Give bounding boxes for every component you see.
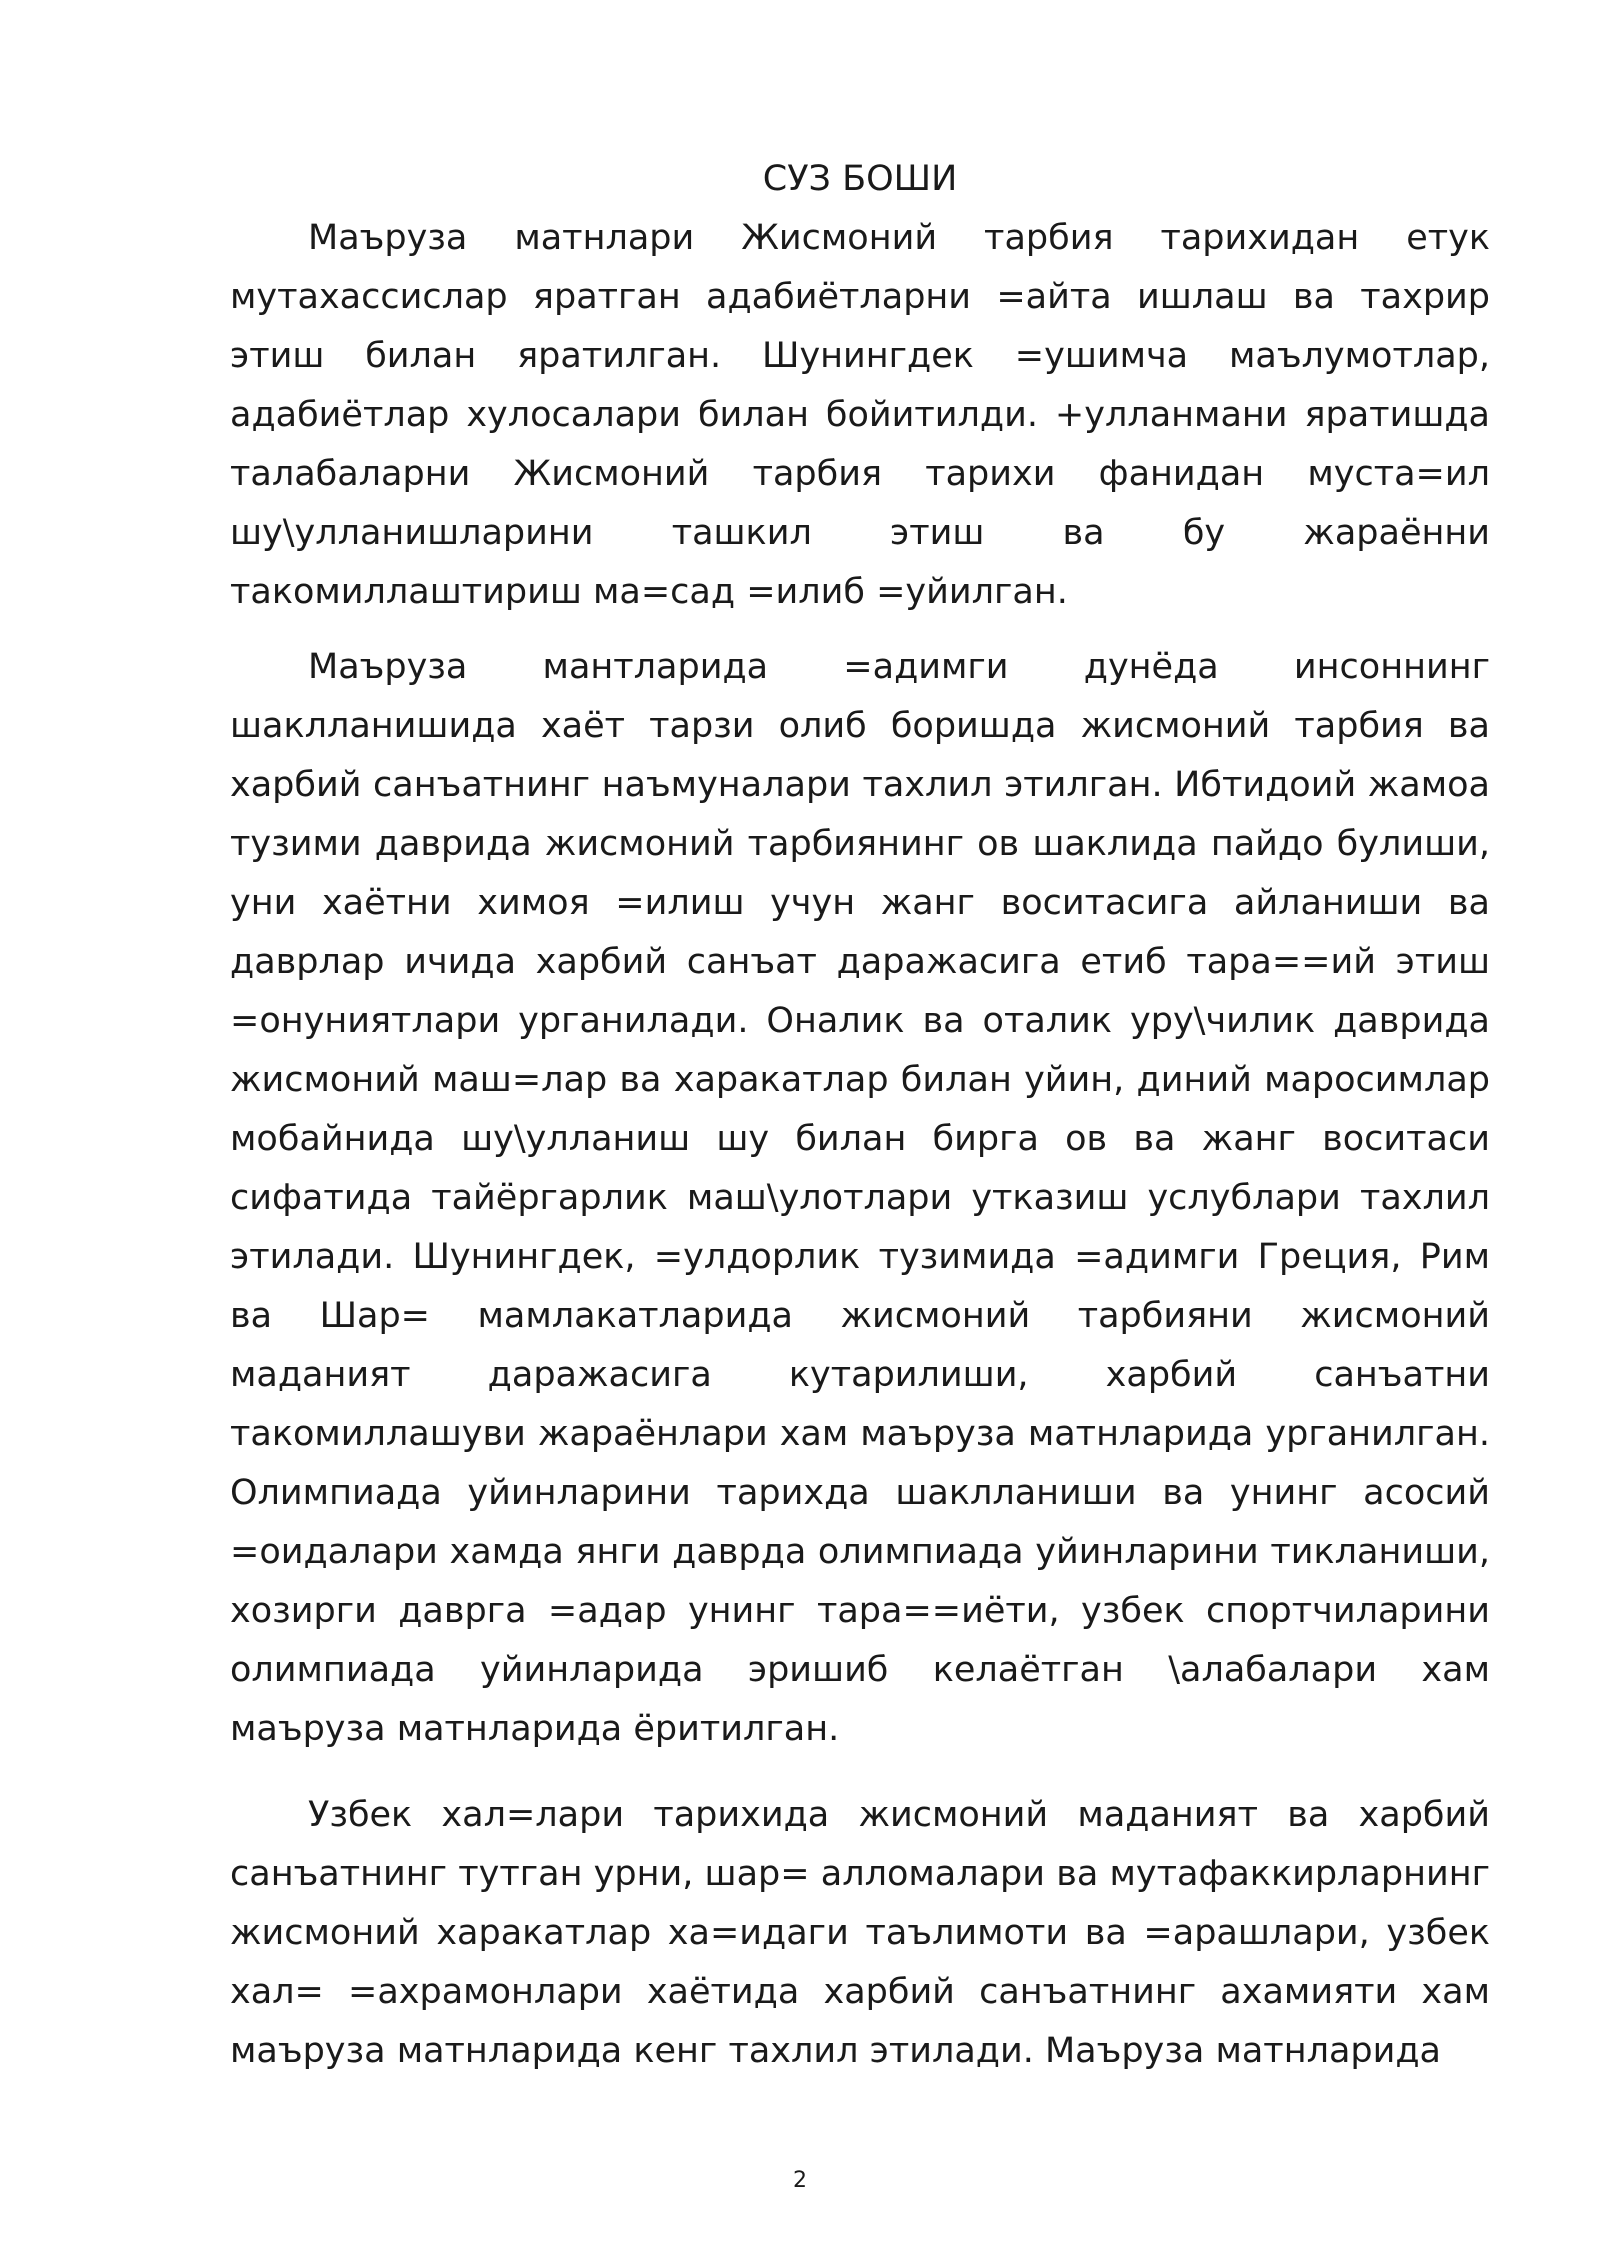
paragraph-ancient-world: Маъруза мантларида =адимги дунёда инсоннинг шаклланишида хаёт тарзи олиб боришда жисмоний тарбия ва харбий санъатнинг наъмуналари тахлил этилган. Ибтидоий жамоа тузими даврида жисмоний тарбиянинг ов шаклида пайдо булиши, уни хаётни химоя =илиш учун жанг воситасига айланиши ва даврлар ичида харбий санъат даражасига етиб тара==ий этиш =онуниятлари урганилади. Оналик ва оталик уру\чилик даврида жисмоний маш=лар ва харакатлар билан уйин, диний маросимлар мобайнида шу\улланиш шу билан бирга ов ва жанг воситаси сифатида тайёргарлик маш\улотлари утказиш услублари тахлил этилади. Шунингдек, =улдорлик тузимида =адимги Греция, Рим ва Шар= мамлакатларида жисмоний тарбияни жисмоний маданият даражасига кутарилиши, харбий санъатни такомиллашуви жараёнлари хам маъруза матнларида урганилган. Олимпиада уйинларини тарихда шаклланиши ва унинг асосий =оидалари хамда янги даврда олимпиада уйинларини тикланиши, хозирги даврга =адар унинг тара==иёти, узбек спортчиларини олимпиада уйинларида эришиб келаётган \алабалари хам маъруза матнларида ёритилган.	[230, 647, 1490, 1749]
page-title: СУЗ БОШИ	[762, 159, 958, 199]
paragraph-uzbek-history: Узбек хал=лари тарихида жисмоний маданият ва харбий санъатнинг тутган урни, шар= алломалари ва мутафаккирларнинг жисмоний харакатлар ха=идаги таълимоти ва =арашлари, узбек хал= =ахрамонлари хаётида харбий санъатнинг ахамияти хам маъруза матнларида кенг тахлил этилади. Маъруза матнларида	[230, 1795, 1490, 2071]
page-number: 2	[793, 2168, 807, 2193]
paragraph-intro: Маъруза матнлари Жисмоний тарбия тарихидан етук мутахассислар яратган адабиётларни =айта ишлаш ва тахрир этиш билан яратилган. Шунингдек =ушимча маълумотлар, адабиётлар хулосалари билан бойитилди. +улланмани яратишда талабаларни Жисмоний тарбия тарихи фанидан муста=ил шу\улланишларини ташкил этиш ва бу жараённи такомиллаштириш ма=сад =илиб =уйилган.	[230, 218, 1490, 612]
page-body	[230, 150, 1490, 2081]
